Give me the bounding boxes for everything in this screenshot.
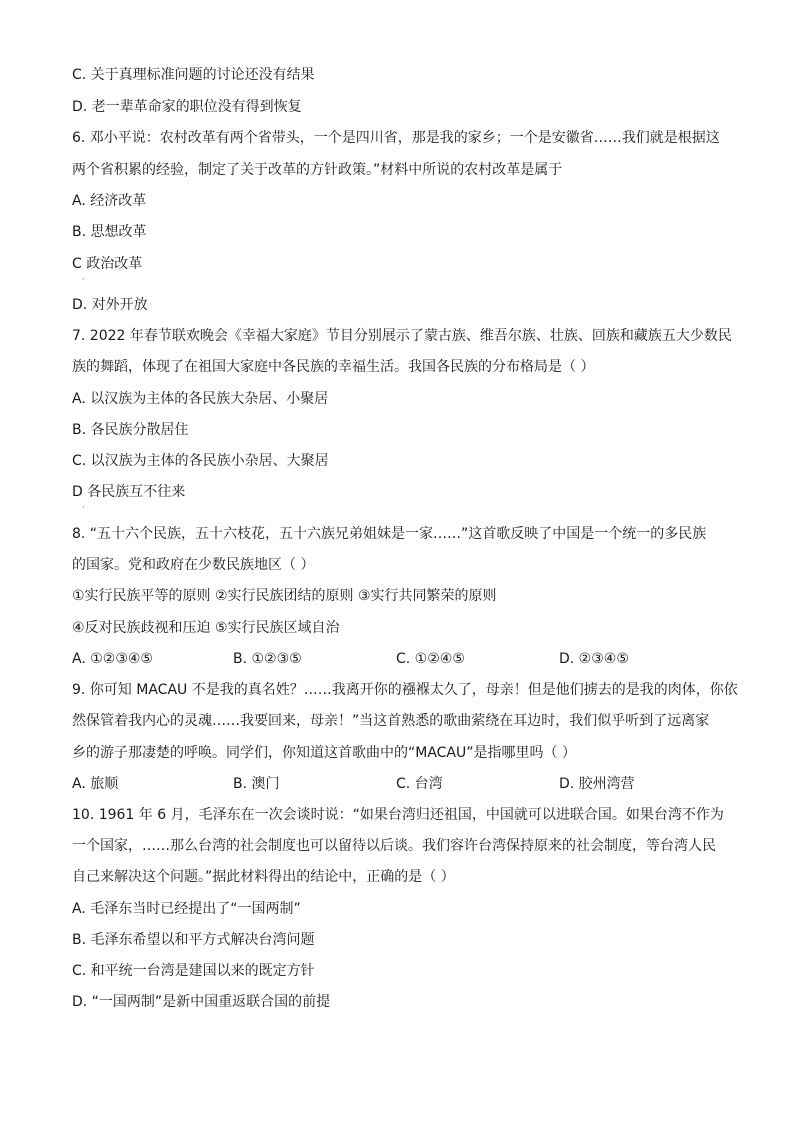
q6-stem-line-1: 6. 邓小平说：农村改革有两个省带头，一个是四川省，那是我的家乡；一个是安徽省……我们就是根据这: [72, 130, 720, 146]
q8-statements-line-1: ①实行民族平等的原则 ②实行民族团结的原则 ③实行共同繁荣的原则: [72, 588, 497, 604]
q6-option-c: C 政治改革: [72, 256, 143, 272]
q9-option-c: C. 台湾: [396, 776, 443, 792]
q5-option-c: C. 关于真理标准问题的讨论还没有结果: [72, 67, 315, 83]
q6-option-d: D. 对外开放: [72, 297, 148, 313]
q9-stem-line-3: 乡的游子那凄楚的呼唤。同学们，你知道这首歌曲中的“MACAU”是指哪里吗（ ）: [72, 745, 576, 761]
q7-option-b: B. 各民族分散居住: [72, 422, 189, 438]
q9-option-b: B. 澳门: [233, 776, 280, 792]
q8-option-a: A. ①②③④⑤: [72, 651, 153, 667]
q8-option-b: B. ①②③⑤: [233, 651, 302, 667]
q9-option-a: A. 旅顺: [72, 776, 119, 792]
q6-stem-line-2: 两个省积累的经验，制定了关于改革的方针政策。”材料中所说的农村改革是属于: [72, 162, 563, 178]
scan-mark: ·: [82, 503, 85, 512]
q10-stem-line-1: 10. 1961 年 6 月，毛泽东在一次会谈时说：“如果台湾归还祖国，中国就可以进联合国。如果台湾不作为: [72, 807, 724, 823]
q10-stem-line-2: 一个国家，……那么台湾的社会制度也可以留待以后谈。我们容许台湾保持原来的社会制度，等台湾人民: [72, 838, 716, 854]
q8-stem-line-1: 8. “五十六个民族，五十六枝花，五十六族兄弟姐妹是一家……”这首歌反映了中国是一个统一的多民族: [72, 526, 707, 542]
q7-option-c: C. 以汉族为主体的各民族小杂居、大聚居: [72, 453, 329, 469]
q10-stem-line-3: 自己来解决这个问题。”据此材料得出的结论中，正确的是（ ）: [72, 869, 455, 885]
q10-option-a: A. 毛泽东当时已经提出了“一国两制”: [72, 901, 301, 917]
q10-option-d: D. “一国两制”是新中国重返联合国的前提: [72, 994, 331, 1010]
q8-statements-line-2: ④反对民族歧视和压迫 ⑤实行民族区域自治: [72, 620, 340, 636]
q7-stem-line-1: 7. 2022 年春节联欢晚会《幸福大家庭》节目分别展示了蒙古族、维吾尔族、壮族、回族和藏族五大少数民: [72, 328, 732, 344]
q8-option-d: D. ②③④⑤: [559, 651, 629, 667]
q6-option-b: B. 思想改革: [72, 224, 147, 240]
q9-stem-line-1: 9. 你可知 MACAU 不是我的真名姓？……我离开你的襁褓太久了，母亲！但是他们掳去的是我的肉体，你依: [72, 682, 738, 698]
scan-mark: ·: [82, 275, 85, 284]
q9-option-d: D. 胶州湾营: [559, 776, 635, 792]
q10-option-b: B. 毛泽东希望以和平方式解决台湾问题: [72, 932, 315, 948]
q7-option-a: A. 以汉族为主体的各民族大杂居、小聚居: [72, 391, 329, 407]
q9-stem-line-2: 然保管着我内心的灵魂……我要回来，母亲！”当这首熟悉的歌曲萦绕在耳边时，我们似乎听到了远离家: [72, 713, 710, 729]
q8-stem-line-2: 的国家。党和政府在少数民族地区（ ）: [72, 557, 315, 573]
q6-option-a: A. 经济改革: [72, 193, 147, 209]
q5-option-d: D. 老一辈革命家的职位没有得到恢复: [72, 99, 302, 115]
q7-stem-line-2: 族的舞蹈，体现了在祖国大家庭中各民族的幸福生活。我国各民族的分布格局是（ ）: [72, 359, 595, 375]
q7-option-d: D 各民族互不往来: [72, 484, 186, 500]
q10-option-c: C. 和平统一台湾是建国以来的既定方针: [72, 963, 315, 979]
q8-option-c: C. ①②④⑤: [396, 651, 465, 667]
